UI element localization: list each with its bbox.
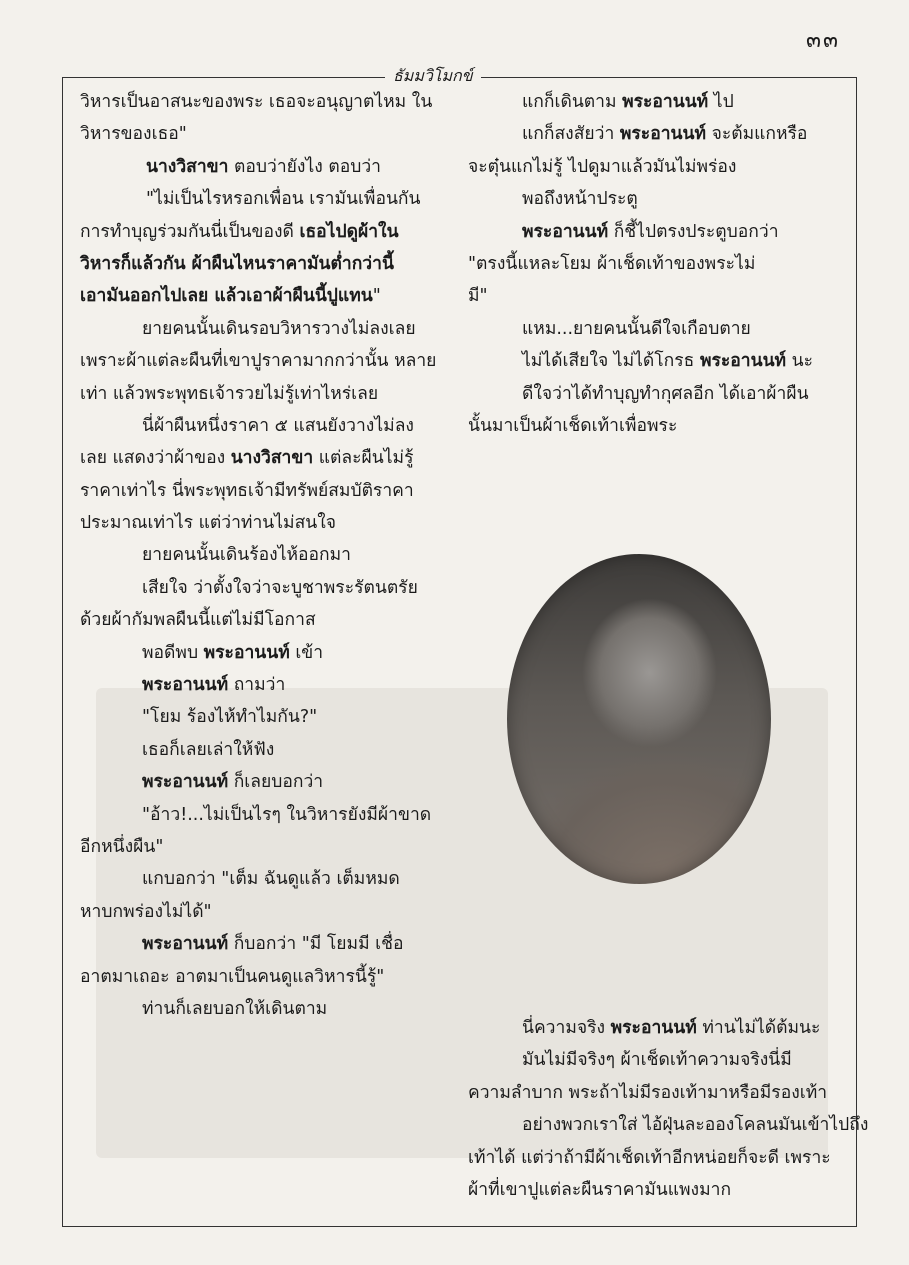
page-number: ๓๓ — [806, 28, 841, 53]
text-line: มี" — [468, 286, 488, 307]
text-line: นั้นมาเป็นผ้าเช็ดเท้าเพื่อพระ — [468, 415, 678, 436]
text-line: ยายคนนั้นเดินร้องไห้ออกมา — [142, 545, 352, 566]
text-segment: ไม่ได้เสียใจ ไม่ได้โกรธ — [522, 351, 700, 372]
text-segment: จะต้มแกหรือ — [706, 124, 808, 145]
bold-name: พระอานนท์ — [522, 221, 609, 242]
text-segment: " — [372, 286, 381, 307]
text-line: "โยม ร้องไห้ทำไมกัน?" — [142, 707, 318, 728]
right-column-top — [468, 86, 824, 442]
text-segment: การทำบุญร่วมกันนี่เป็นของดี — [80, 221, 300, 242]
text-line — [80, 151, 448, 183]
text-segment: พอดีพบ — [142, 642, 204, 663]
text-segment: ก็เลยบอกว่า — [228, 772, 324, 793]
text-line: ราคาเท่าไร นี่พระพุทธเจ้ามีทรัพย์สมบัติราคา — [80, 480, 414, 501]
text-segment: เข้า — [289, 642, 324, 663]
text-line — [80, 216, 448, 248]
text-line: ท่านก็เลยบอกให้เดินตาม — [142, 998, 328, 1019]
bold-name: เอามันออกไปเลย แล้วเอาผ้าผืนนี้ปูแทน — [80, 286, 373, 307]
text-line — [80, 637, 448, 669]
text-line — [80, 669, 448, 701]
text-line — [468, 216, 824, 248]
text-line: อย่างพวกเราใส่ ไอ้ฝุ่นละอองโคลนมันเข้าไปถึง — [522, 1115, 869, 1136]
text-segment: ไป — [708, 92, 734, 112]
text-line: วิหารเป็นอาสนะของพระ เธอจะอนุญาตไหม ใน — [80, 92, 433, 112]
right-column-bottom — [468, 1012, 869, 1206]
text-segment: ก็ชี้ไปตรงประตูบอกว่า — [608, 221, 779, 242]
text-line: "อ้าว!...ไม่เป็นไรๆ ในวิหารยังมีผ้าขาด — [142, 804, 432, 825]
text-line: แกบอกว่า "เต็ม ฉันดูแล้ว เต็มหมด — [142, 869, 400, 890]
bold-name: พระอานนท์ — [142, 675, 229, 696]
bold-name: พระอานนท์ — [699, 351, 787, 372]
text-line: พอถึงหน้าประตู — [522, 189, 638, 210]
text-line: มันไม่มีจริงๆ ผ้าเช็ดเท้าความจริงนี่มี — [522, 1050, 792, 1071]
text-line: "ไม่เป็นไรหรอกเพื่อน เรามันเพื่อนกัน — [146, 189, 421, 210]
text-line: ความลำบาก พระถ้าไม่มีรองเท้ามาหรือมีรองเท้า — [468, 1082, 828, 1103]
text-line — [80, 442, 448, 474]
text-line: ดีใจว่าได้ทำบุญทำกุศลอีก ได้เอาผ้าผืน — [522, 383, 809, 404]
text-segment: นะ — [786, 351, 814, 372]
text-line: ยายคนนั้นเดินรอบวิหารวางไม่ลงเลย — [142, 318, 416, 339]
text-segment: แต่ละผืนไม่รู้ — [313, 448, 414, 469]
text-line: หาบกพร่องไม่ได้" — [80, 901, 212, 922]
bold-name: พระอานนท์ — [622, 92, 709, 112]
text-line: ผ้าที่เขาปูแต่ละผืนราคามันแพงมาก — [468, 1179, 732, 1200]
text-segment: แกก็สงสัยว่า — [522, 124, 620, 145]
text-segment: แกก็เดินตาม — [522, 92, 623, 112]
text-segment: นี่ความจริง — [522, 1018, 611, 1038]
text-line: เธอก็เลยเล่าให้ฟัง — [142, 739, 275, 760]
text-line — [80, 280, 448, 312]
text-line: แหม...ยายคนนั้นดีใจเกือบตาย — [522, 318, 751, 339]
text-line: ด้วยผ้ากัมพลผืนนี้แต่ไม่มีโอกาส — [80, 610, 316, 631]
text-line: เสียใจ ว่าตั้งใจว่าจะบูชาพระรัตนตรัย — [142, 577, 418, 598]
text-line: อีกหนึ่งผืน" — [80, 836, 164, 857]
left-column — [80, 86, 448, 1025]
text-line — [80, 928, 448, 960]
bold-name: พระอานนท์ — [142, 934, 229, 955]
text-line — [468, 1012, 824, 1044]
text-line: อาตมาเถอะ อาตมาเป็นคนดูแลวิหารนี้รู้" — [80, 966, 385, 987]
text-segment: เลย แสดงว่าผ้าของ — [80, 448, 231, 469]
text-line — [80, 248, 448, 280]
bold-name: พระอานนท์ — [142, 772, 229, 793]
text-line: เท้าได้ แต่ว่าถ้ามีผ้าเช็ดเท้าอีกหน่อยก็จะดี เพราะ — [468, 1147, 831, 1168]
bold-name: เธอไปดูผ้าใน — [299, 221, 399, 242]
bold-name: พระอานนท์ — [610, 1018, 697, 1038]
text-segment: ก็บอกว่า "มี โยมมี เชื่อ — [228, 934, 404, 955]
text-line — [468, 118, 824, 150]
text-line: เพราะผ้าแต่ละผืนที่เขาปูราคามากกว่านั้น หลาย — [80, 351, 437, 372]
bold-name: นางวิสาขา — [146, 156, 229, 177]
text-segment: ท่านไม่ได้ต้มนะ — [696, 1018, 821, 1038]
monk-portrait-photo — [507, 554, 771, 884]
bold-name: นางวิสาขา — [230, 448, 314, 469]
running-header: ธัมมวิโมกข์ — [385, 64, 481, 89]
bold-name: พระอานนท์ — [619, 124, 706, 145]
bold-name: พระอานนท์ — [203, 642, 290, 663]
text-line — [80, 766, 448, 798]
text-line: "ตรงนี้แหละโยม ผ้าเช็ดเท้าของพระไม่ — [468, 253, 756, 274]
text-line: นี่ผ้าผืนหนึ่งราคา ๕ แสนยังวางไม่ลง — [142, 415, 414, 436]
text-line — [468, 86, 824, 118]
text-line — [468, 345, 824, 377]
text-segment: ตอบว่ายังไง ตอบว่า — [228, 156, 382, 177]
bold-name: วิหารก็แล้วกัน ผ้าผืนไหนราคามันต่ำกว่านี้ — [80, 253, 394, 274]
text-segment: ถามว่า — [228, 675, 286, 696]
text-line: ประมาณเท่าไร แต่ว่าท่านไม่สนใจ — [80, 513, 337, 534]
text-line: วิหารของเธอ" — [80, 124, 187, 145]
text-line: จะตุ๋นแกไม่รู้ ไปดูมาแล้วมันไม่พร่อง — [468, 156, 737, 177]
text-line: เท่า แล้วพระพุทธเจ้ารวยไม่รู้เท่าไหร่เลย — [80, 383, 379, 404]
